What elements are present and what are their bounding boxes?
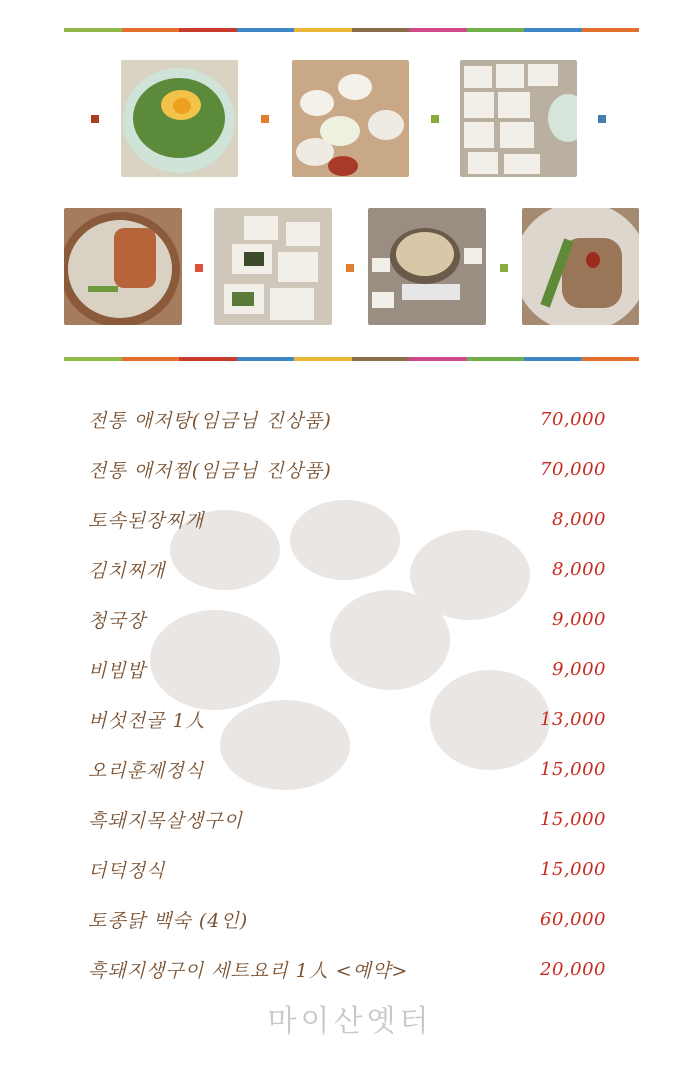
menu-item (88, 754, 606, 784)
menu-item (88, 404, 606, 434)
pork-stew-photo (64, 208, 182, 325)
brand-watermark: 마이산옛터 (267, 1004, 433, 1039)
middle-divider (64, 357, 639, 361)
menu-item (88, 804, 606, 834)
greens-photo (214, 208, 332, 325)
menu-item-price: 9,000 (551, 658, 606, 680)
bullet-dot (195, 264, 203, 272)
menu-item-price: 13,000 (540, 708, 606, 730)
menu-item (88, 704, 606, 734)
menu-item (88, 604, 606, 634)
top-divider (64, 28, 639, 32)
menu-item-price: 9,000 (551, 608, 606, 630)
menu-item-name: 청국장 (88, 609, 147, 632)
menu-item-name: 오리훈제정식 (88, 759, 205, 782)
menu-item-price: 8,000 (551, 508, 606, 530)
bullet-dot (346, 264, 354, 272)
menu-item-price: 8,000 (551, 558, 606, 580)
bullet-dot (431, 115, 439, 123)
menu-item (88, 854, 606, 884)
menu-item (88, 504, 606, 534)
menu-item-name: 더덕정식 (88, 859, 166, 882)
menu-item (88, 654, 606, 684)
menu-item (88, 954, 606, 984)
bullet-dot (261, 115, 269, 123)
banchan-photo (460, 60, 577, 177)
bullet-dot (598, 115, 606, 123)
menu-item (88, 554, 606, 584)
bullet-dot (500, 264, 508, 272)
menu-item-price: 70,000 (540, 458, 606, 480)
menu-item-price: 15,000 (540, 858, 606, 880)
bibimbap-photo (121, 60, 238, 177)
menu-item-price: 15,000 (540, 758, 606, 780)
bullet-dot (91, 115, 99, 123)
menu-item-name: 전통 애저탕(임금님 진상품) (88, 409, 332, 432)
menu-item-name: 토속된장찌개 (88, 509, 205, 532)
menu-item (88, 454, 606, 484)
menu-item-name: 전통 애저찜(임금님 진상품) (88, 459, 332, 482)
menu-item-name: 비빔밥 (88, 659, 147, 682)
menu-item-price: 20,000 (540, 958, 606, 980)
menu-item-name: 흑돼지생구이 세트요리 1人 <예약> (88, 959, 409, 982)
soup-photo (522, 208, 639, 325)
menu-item-price: 15,000 (540, 808, 606, 830)
menu-item-name: 토종닭 백숙 (4인) (88, 909, 249, 932)
menu-item-price: 60,000 (540, 908, 606, 930)
side-dishes-photo (292, 60, 409, 177)
menu-item-name: 버섯전골 1人 (88, 709, 206, 732)
table-photo (368, 208, 486, 325)
menu-item (88, 904, 606, 934)
menu-item-name: 김치찌개 (88, 559, 166, 582)
menu-item-price: 70,000 (540, 408, 606, 430)
menu-item-name: 흑돼지목살생구이 (88, 809, 243, 832)
